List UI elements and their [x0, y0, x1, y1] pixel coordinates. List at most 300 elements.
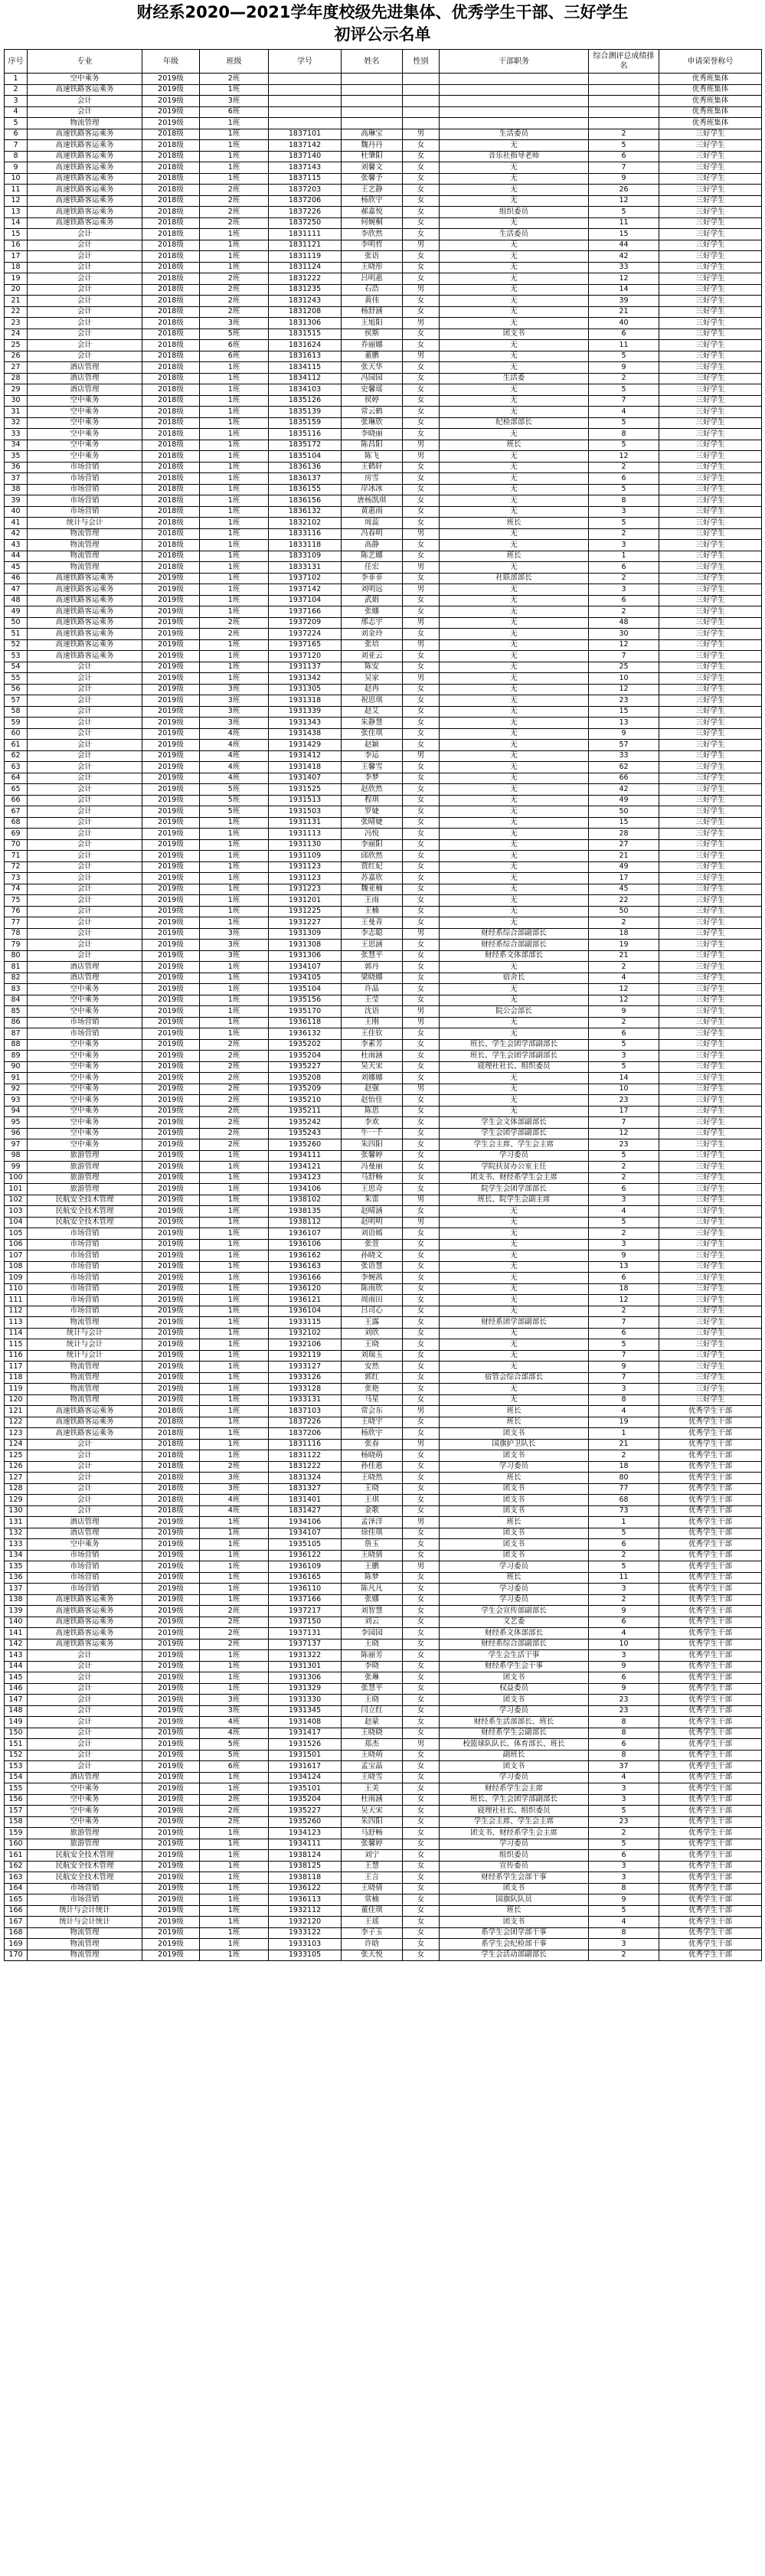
cell-index: 25 — [5, 340, 28, 351]
cell-name: 魏丹丹 — [342, 140, 403, 152]
cell-student-id: 1936165 — [269, 1572, 342, 1584]
cell-class: 2班 — [200, 217, 269, 229]
cell-position: 社联部部长 — [440, 573, 589, 584]
cell-grade: 2018级 — [142, 518, 200, 529]
col-header-grade: 年级 — [142, 50, 200, 74]
cell-rank: 9 — [589, 362, 659, 374]
cell-rank: 23 — [589, 1139, 659, 1151]
cell-honor: 三好学生 — [659, 1228, 762, 1240]
cell-rank: 3 — [589, 1051, 659, 1062]
cell-name: 王曼青 — [342, 917, 403, 929]
cell-name: 许晶 — [342, 984, 403, 995]
cell-position: 副班长 — [440, 1750, 589, 1761]
table-row — [5, 1917, 762, 1928]
cell-name: 王晓 — [342, 1639, 403, 1650]
cell-index: 97 — [5, 1139, 28, 1151]
cell-position: 无 — [440, 584, 589, 596]
cell-honor: 优秀学生干部 — [659, 1783, 762, 1795]
cell-grade: 2018级 — [142, 240, 200, 251]
cell-honor: 优秀学生干部 — [659, 1816, 762, 1828]
cell-position: 国旗护卫队长 — [440, 1439, 589, 1450]
cell-position: 无 — [440, 451, 589, 463]
cell-index: 115 — [5, 1339, 28, 1351]
cell-grade: 2019级 — [142, 1617, 200, 1628]
cell-gender: 女 — [403, 706, 440, 718]
cell-position: 班长 — [440, 1517, 589, 1528]
cell-gender: 女 — [403, 1828, 440, 1839]
cell-student-id: 1831324 — [269, 1473, 342, 1484]
cell-gender — [403, 96, 440, 107]
cell-class: 2班 — [200, 185, 269, 196]
cell-class: 3班 — [200, 695, 269, 707]
cell-class: 2班 — [200, 1806, 269, 1817]
cell-class: 1班 — [200, 562, 269, 574]
cell-rank: 5 — [589, 1150, 659, 1162]
table-row — [5, 1095, 762, 1107]
cell-student-id: 1935227 — [269, 1061, 342, 1073]
cell-honor: 三好学生 — [659, 551, 762, 562]
cell-position: 学生会生活干事 — [440, 1650, 589, 1662]
cell-grade: 2019级 — [142, 595, 200, 606]
cell-index: 79 — [5, 940, 28, 951]
cell-index: 129 — [5, 1495, 28, 1506]
cell-honor: 三好学生 — [659, 728, 762, 740]
cell-position: 财经系学生会部干事 — [440, 1872, 589, 1884]
cell-honor: 三好学生 — [659, 1006, 762, 1018]
cell-major: 统计与会计 — [28, 1350, 142, 1362]
cell-name: 王晓宇 — [342, 1417, 403, 1428]
cell-grade: 2019级 — [142, 1550, 200, 1561]
cell-grade: 2019级 — [142, 795, 200, 806]
cell-rank: 5 — [589, 1039, 659, 1051]
cell-grade: 2019级 — [142, 1872, 200, 1884]
cell-index: 81 — [5, 962, 28, 973]
cell-gender: 男 — [403, 584, 440, 596]
table-row — [5, 1672, 762, 1684]
cell-class: 1班 — [200, 673, 269, 685]
cell-class: 1班 — [200, 407, 269, 418]
cell-class: 1班 — [200, 373, 269, 384]
cell-honor: 三好学生 — [659, 284, 762, 296]
cell-position: 班长 — [440, 1473, 589, 1484]
cell-student-id: 1936118 — [269, 1017, 342, 1028]
table-row — [5, 873, 762, 884]
cell-student-id: 1931408 — [269, 1717, 342, 1728]
cell-major: 会计 — [28, 1672, 142, 1684]
cell-name: 苏嘉欣 — [342, 873, 403, 884]
cell-rank: 21 — [589, 950, 659, 962]
cell-rank: 62 — [589, 762, 659, 773]
cell-honor: 优秀学生干部 — [659, 1650, 762, 1662]
cell-major: 会计 — [28, 773, 142, 784]
cell-honor: 三好学生 — [659, 373, 762, 384]
cell-honor: 三好学生 — [659, 917, 762, 929]
cell-name: 李子玉 — [342, 1927, 403, 1939]
cell-honor: 优秀学生干部 — [659, 1683, 762, 1695]
cell-name: 张娜 — [342, 1594, 403, 1606]
cell-major: 空中乘务 — [28, 1061, 142, 1073]
cell-gender: 男 — [403, 1517, 440, 1528]
cell-major: 酒店管理 — [28, 384, 142, 396]
cell-gender: 男 — [403, 1739, 440, 1751]
cell-student-id: 1932120 — [269, 1917, 342, 1928]
cell-index: 62 — [5, 750, 28, 762]
cell-major: 会计 — [28, 906, 142, 917]
cell-student-id: 1934123 — [269, 1172, 342, 1184]
col-header-class: 班级 — [200, 50, 269, 74]
cell-student-id: 1937142 — [269, 584, 342, 596]
cell-index: 31 — [5, 407, 28, 418]
cell-student-id: 1931301 — [269, 1661, 342, 1672]
cell-honor: 优秀学生干部 — [659, 1584, 762, 1595]
cell-index: 170 — [5, 1950, 28, 1961]
cell-gender: 女 — [403, 773, 440, 784]
table-row — [5, 1772, 762, 1783]
cell-gender: 女 — [403, 329, 440, 340]
cell-index: 73 — [5, 873, 28, 884]
cell-rank: 9 — [589, 173, 659, 185]
cell-honor: 三好学生 — [659, 1206, 762, 1218]
table-row — [5, 129, 762, 140]
cell-honor: 三好学生 — [659, 362, 762, 374]
cell-index: 28 — [5, 373, 28, 384]
cell-position: 团支书、财经系学生会主席 — [440, 1172, 589, 1184]
cell-gender: 女 — [403, 262, 440, 273]
cell-index: 23 — [5, 318, 28, 329]
cell-class: 1班 — [200, 473, 269, 485]
cell-name: 王晓 — [342, 1695, 403, 1706]
cell-class: 1班 — [200, 1184, 269, 1195]
cell-position: 无 — [440, 1384, 589, 1395]
cell-index: 60 — [5, 728, 28, 740]
cell-position: 无 — [440, 1362, 589, 1373]
cell-honor: 三好学生 — [659, 1117, 762, 1129]
cell-gender: 女 — [403, 1750, 440, 1761]
cell-index: 140 — [5, 1617, 28, 1628]
cell-gender: 女 — [403, 695, 440, 707]
cell-rank: 5 — [589, 1061, 659, 1073]
cell-gender: 女 — [403, 1162, 440, 1173]
cell-gender: 男 — [403, 451, 440, 463]
cell-gender: 女 — [403, 484, 440, 495]
cell-grade: 2018级 — [142, 384, 200, 396]
cell-position: 无 — [440, 306, 589, 318]
cell-position: 财经系综合部副部长 — [440, 928, 589, 940]
cell-index: 45 — [5, 562, 28, 574]
cell-gender: 女 — [403, 207, 440, 218]
cell-gender: 女 — [403, 861, 440, 873]
cell-name — [342, 106, 403, 118]
cell-student-id: 1932119 — [269, 1350, 342, 1362]
cell-index: 109 — [5, 1273, 28, 1284]
cell-honor: 优秀学生干部 — [659, 1461, 762, 1473]
cell-gender: 女 — [403, 884, 440, 895]
cell-position: 无 — [440, 140, 589, 152]
cell-index: 127 — [5, 1473, 28, 1484]
cell-position: 学习委员 — [440, 1772, 589, 1783]
cell-rank: 2 — [589, 1306, 659, 1317]
cell-gender: 女 — [403, 795, 440, 806]
cell-position: 班长 — [440, 1417, 589, 1428]
cell-student-id — [269, 74, 342, 85]
cell-position: 无 — [440, 162, 589, 174]
cell-rank: 26 — [589, 185, 659, 196]
cell-position: 寝理社社长、组织委员 — [440, 1806, 589, 1817]
cell-position: 寝理社社长、组织委员 — [440, 1061, 589, 1073]
cell-rank: 7 — [589, 651, 659, 662]
cell-gender: 女 — [403, 1394, 440, 1406]
cell-name: 赵蒙 — [342, 1717, 403, 1728]
table-row — [5, 1283, 762, 1295]
cell-rank: 6 — [589, 595, 659, 606]
cell-index: 117 — [5, 1362, 28, 1373]
cell-rank: 23 — [589, 1095, 659, 1107]
cell-student-id: 1931322 — [269, 1650, 342, 1662]
cell-grade: 2019级 — [142, 1861, 200, 1872]
cell-index: 147 — [5, 1695, 28, 1706]
cell-name: 王晓雪 — [342, 1772, 403, 1783]
cell-index: 16 — [5, 240, 28, 251]
cell-student-id: 1837226 — [269, 207, 342, 218]
cell-honor: 三好学生 — [659, 950, 762, 962]
cell-major: 酒店管理 — [28, 373, 142, 384]
cell-major: 市场营销 — [28, 1561, 142, 1573]
cell-student-id: 1936132 — [269, 1028, 342, 1040]
table-row — [5, 1905, 762, 1917]
cell-rank: 57 — [589, 740, 659, 751]
cell-rank: 7 — [589, 1372, 659, 1384]
table-row — [5, 1550, 762, 1561]
table-row — [5, 506, 762, 518]
cell-index: 40 — [5, 506, 28, 518]
cell-name: 张天悦 — [342, 1950, 403, 1961]
table-row — [5, 1950, 762, 1961]
cell-honor: 优秀学生干部 — [659, 1794, 762, 1806]
cell-grade: 2019级 — [142, 1594, 200, 1606]
cell-name: 王晓晓 — [342, 1728, 403, 1739]
cell-honor: 三好学生 — [659, 207, 762, 218]
table-row — [5, 329, 762, 340]
cell-position: 生活委 — [440, 373, 589, 384]
cell-student-id: 1835104 — [269, 451, 342, 463]
cell-rank: 2 — [589, 1550, 659, 1561]
cell-major: 统计与会计统计 — [28, 1917, 142, 1928]
cell-honor: 三好学生 — [659, 617, 762, 629]
cell-name: 王思涵 — [342, 940, 403, 951]
cell-position: 无 — [440, 1228, 589, 1240]
col-header-position: 干部职务 — [440, 50, 589, 74]
cell-major: 会计 — [28, 762, 142, 773]
table-row — [5, 839, 762, 851]
cell-position: 无 — [440, 185, 589, 196]
cell-rank: 5 — [589, 1905, 659, 1917]
cell-rank: 23 — [589, 1816, 659, 1828]
cell-position: 学习委员 — [440, 1705, 589, 1717]
cell-name: 李素芳 — [342, 1039, 403, 1051]
cell-rank: 5 — [589, 417, 659, 429]
cell-name: 安然 — [342, 1362, 403, 1373]
table-row — [5, 1650, 762, 1662]
cell-honor: 优秀学生干部 — [659, 1761, 762, 1773]
cell-major: 空中乘务 — [28, 407, 142, 418]
cell-name: 陈艺娜 — [342, 551, 403, 562]
cell-index: 103 — [5, 1206, 28, 1218]
cell-student-id: 1931201 — [269, 895, 342, 907]
cell-rank — [589, 106, 659, 118]
cell-honor: 三好学生 — [659, 639, 762, 651]
cell-class: 1班 — [200, 1828, 269, 1839]
cell-rank: 2 — [589, 1017, 659, 1028]
cell-index: 134 — [5, 1550, 28, 1561]
cell-index: 6 — [5, 129, 28, 140]
cell-honor: 三好学生 — [659, 506, 762, 518]
cell-student-id: 1938102 — [269, 1195, 342, 1206]
cell-gender: 男 — [403, 129, 440, 140]
cell-student-id: 1831119 — [269, 251, 342, 263]
cell-class: 1班 — [200, 129, 269, 140]
cell-class: 1班 — [200, 995, 269, 1006]
cell-honor: 优秀学生干部 — [659, 1517, 762, 1528]
cell-name: 朱静慧 — [342, 718, 403, 729]
cell-name: 王晓萌 — [342, 1750, 403, 1761]
cell-gender: 女 — [403, 1883, 440, 1894]
cell-name: 王楠 — [342, 906, 403, 917]
cell-class: 1班 — [200, 440, 269, 451]
table-row — [5, 1539, 762, 1551]
cell-student-id: 1831306 — [269, 318, 342, 329]
cell-gender: 女 — [403, 839, 440, 851]
cell-class: 1班 — [200, 140, 269, 152]
cell-grade: 2019级 — [142, 1328, 200, 1339]
cell-student-id: 1831624 — [269, 340, 342, 351]
cell-honor: 三好学生 — [659, 1051, 762, 1062]
cell-rank: 2 — [589, 1450, 659, 1462]
cell-position: 无 — [440, 995, 589, 1006]
cell-name: 石浩 — [342, 284, 403, 296]
cell-honor: 三好学生 — [659, 1328, 762, 1339]
cell-gender: 女 — [403, 340, 440, 351]
cell-class: 1班 — [200, 1905, 269, 1917]
cell-grade: 2018级 — [142, 540, 200, 551]
cell-name: 孟泽洋 — [342, 1517, 403, 1528]
cell-gender: 女 — [403, 395, 440, 407]
cell-honor: 优秀学生干部 — [659, 1428, 762, 1440]
cell-student-id: 1931343 — [269, 718, 342, 729]
table-row — [5, 473, 762, 485]
cell-student-id: 1935101 — [269, 1783, 342, 1795]
cell-honor: 三好学生 — [659, 706, 762, 718]
table-row — [5, 950, 762, 962]
cell-honor: 三好学生 — [659, 839, 762, 851]
cell-rank: 68 — [589, 1495, 659, 1506]
cell-index: 17 — [5, 251, 28, 263]
cell-index: 95 — [5, 1117, 28, 1129]
cell-index: 166 — [5, 1905, 28, 1917]
cell-student-id: 1934124 — [269, 1772, 342, 1783]
cell-name: 王晓倩 — [342, 1550, 403, 1561]
cell-student-id: 1932112 — [269, 1905, 342, 1917]
cell-rank: 12 — [589, 1295, 659, 1306]
cell-gender — [403, 106, 440, 118]
cell-student-id: 1936104 — [269, 1306, 342, 1317]
cell-rank: 18 — [589, 1461, 659, 1473]
cell-major: 民航安全技术管理 — [28, 1861, 142, 1872]
cell-major: 会计 — [28, 718, 142, 729]
cell-position: 学生会宣传部副部长 — [440, 1606, 589, 1617]
cell-class: 1班 — [200, 584, 269, 596]
cell-grade: 2019级 — [142, 1705, 200, 1717]
cell-honor: 三好学生 — [659, 1306, 762, 1317]
cell-name: 杨晓萌 — [342, 1450, 403, 1462]
cell-grade: 2019级 — [142, 950, 200, 962]
cell-major: 会计 — [28, 684, 142, 695]
cell-index: 59 — [5, 718, 28, 729]
cell-name: 赵明明 — [342, 1217, 403, 1228]
cell-grade: 2019级 — [142, 106, 200, 118]
cell-class: 1班 — [200, 1328, 269, 1339]
cell-gender: 女 — [403, 1428, 440, 1440]
cell-name: 冯春明 — [342, 528, 403, 540]
cell-rank: 6 — [589, 562, 659, 574]
cell-honor: 三好学生 — [659, 1139, 762, 1151]
cell-index: 163 — [5, 1872, 28, 1884]
cell-class: 1班 — [200, 1028, 269, 1040]
cell-grade: 2018级 — [142, 251, 200, 263]
cell-name: 张语慧 — [342, 1261, 403, 1273]
cell-grade: 2019级 — [142, 1661, 200, 1672]
cell-index: 86 — [5, 1017, 28, 1028]
cell-grade: 2018级 — [142, 129, 200, 140]
cell-major: 市场营销 — [28, 473, 142, 485]
cell-name: 董佳琪 — [342, 1905, 403, 1917]
cell-class: 3班 — [200, 928, 269, 940]
cell-index: 139 — [5, 1606, 28, 1617]
cell-major: 会计 — [28, 662, 142, 673]
cell-grade: 2019级 — [142, 1150, 200, 1162]
table-row — [5, 1273, 762, 1284]
cell-index: 67 — [5, 806, 28, 818]
cell-student-id: 1937120 — [269, 651, 342, 662]
cell-name: 王琪 — [342, 1495, 403, 1506]
cell-name: 刘语嫣 — [342, 1228, 403, 1240]
cell-major: 会计 — [28, 106, 142, 118]
cell-rank: 48 — [589, 617, 659, 629]
cell-position: 无 — [440, 861, 589, 873]
cell-class: 2班 — [200, 1117, 269, 1129]
cell-position: 无 — [440, 173, 589, 185]
cell-student-id: 1931123 — [269, 873, 342, 884]
cell-major: 高速铁路客运乘务 — [28, 651, 142, 662]
cell-name: 王晓然 — [342, 1473, 403, 1484]
table-row — [5, 84, 762, 96]
cell-grade: 2019级 — [142, 839, 200, 851]
cell-class: 3班 — [200, 1695, 269, 1706]
cell-position: 无 — [440, 217, 589, 229]
cell-gender: 女 — [403, 1917, 440, 1928]
table-row — [5, 651, 762, 662]
cell-class: 2班 — [200, 195, 269, 207]
cell-index: 152 — [5, 1750, 28, 1761]
table-row — [5, 1894, 762, 1906]
cell-position: 无 — [440, 362, 589, 374]
cell-name: 唐杨凯琪 — [342, 495, 403, 507]
cell-class: 1班 — [200, 1306, 269, 1317]
cell-rank: 2 — [589, 528, 659, 540]
cell-gender: 男 — [403, 440, 440, 451]
cell-class: 1班 — [200, 173, 269, 185]
cell-grade: 2019级 — [142, 1683, 200, 1695]
cell-major: 酒店管理 — [28, 1772, 142, 1783]
